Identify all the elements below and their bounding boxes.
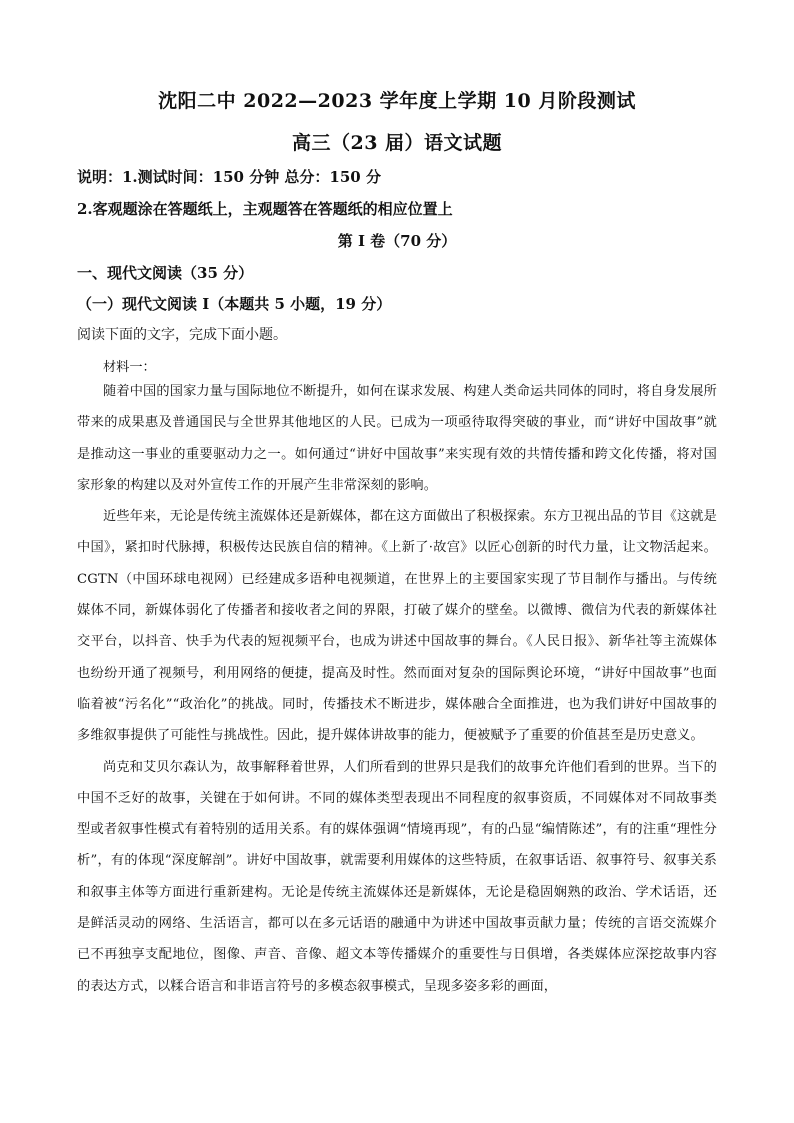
paragraph: 尚克和艾贝尔森认为，故事解释着世界，人们所看到的世界只是我们的故事允许他们看到的世界。当下的中国不乏好的故事，关键在于如何讲。不同的媒体类型表现出不同程度的叙事资质，不同媒体对不同故事类型或者叙事性模式有着特别的适用关系。有的媒体强调“情境再现”，有的凸显“编情陈述”，有的注重“理性分析”，有的体现“深度解剖”。讲好中国故事，就需要利用媒体的这些特质，在叙事话语、叙事符号、叙事关系和叙事主体等方面进行重新建构。无论是传统主流媒体还是新媒体，无论是稳固娴熟的政治、学术话语，还是鲜活灵动的网络、生活语言，都可以在多元话语的融通中为讲述中国故事贡献力量；传统的言语交流媒介已不再独享支配地位，图像、声音、音像、超文本等传播媒介的重要性与日俱增，各类媒体应深挖故事内容的表达方式，以糅合语言和非语言符号的多模态叙事模式，呈现多姿多彩的画面， [77,759,717,994]
subsection-heading: （一）现代文阅读 I（本题共 5 小题，19 分） [77,295,392,313]
paragraph: 近些年来，无论是传统主流媒体还是新媒体，都在这方面做出了积极探索。东方卫视出品的节目《这就是中国》，紧扣时代脉搏，积极传达民族自信的精神。《上新了·故宫》以匠心创新的时代力量，让文物活起来。CGTN（中国环球电视网）已经建成多语种电视频道，在世界上的主要国家实现了节目制作与播出。与传统媒体不同，新媒体弱化了传播者和接收者之间的界限，打破了媒介的壁垒。以微博、微信为代表的新媒体社交平台，以抖音、快手为代表的短视频平台，也成为讲述中国故事的舞台。《人民日报》、新华社等主流媒体也纷纷开通了视频号，利用网络的便捷，提高及时性。然而面对复杂的国际舆论环境，“讲好中国故事”也面临着被“污名化”“政治化”的挑战。同时，传播技术不断进步，媒体融合全面推进，也为我们讲好中国故事的多维叙事提供了可能性与挑战性。因此，提升媒体讲故事的能力，便被赋予了重要的价值甚至是历史意义。 [77,509,717,744]
instructions-line-2: 2.客观题涂在答题纸上，主观题答在答题纸的相应位置上 [77,200,453,218]
exam-title: 沈阳二中 2022—2023 学年度上学期 10 月阶段测试 [158,90,636,112]
section-heading: 一、现代文阅读（35 分） [77,264,254,282]
exam-subtitle: 高三（23 届）语文试题 [291,132,503,154]
volume-heading: 第 I 卷（70 分） [337,232,457,250]
material-label: 材料一： [103,360,156,375]
passage-body [77,376,717,1002]
instructions-line-1: 说明：1.测试时间：150 分钟 总分：150 分 [77,168,381,186]
reading-prompt: 阅读下面的文字，完成下面小题。 [77,327,287,343]
paragraph: 随着中国的国家力量与国际地位不断提升，如何在谋求发展、构建人类命运共同体的同时，将自身发展所带来的成果惠及普通国民与全世界其他地区的人民。已成为一项亟待取得突破的事业，而“讲好中国故事”就是推动这一事业的重要驱动力之一。如何通过“讲好中国故事”来实现有效的共情传播和跨文化传播，将对国家形象的构建以及对外宣传工作的开展产生非常深刻的影响。 [77,384,717,493]
